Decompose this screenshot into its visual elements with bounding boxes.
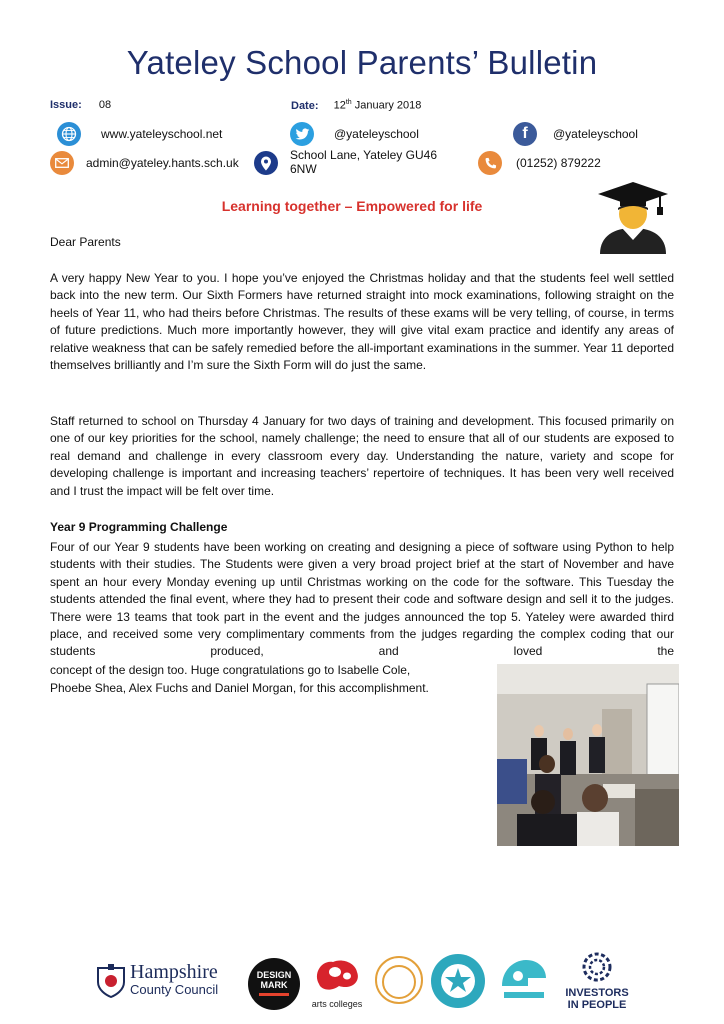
issue-label: Issue:: [50, 99, 82, 111]
school-tagline: Learning together – Empowered for life: [221, 198, 483, 214]
date-info: [291, 99, 421, 112]
page-title: Yateley School Parents’ Bulletin: [126, 44, 598, 81]
globe-icon: [57, 122, 81, 146]
arts-council-artsmark-logo: [375, 956, 423, 1004]
website-contact[interactable]: [57, 122, 222, 146]
facebook-handle[interactable]: @yateleyschool: [553, 127, 638, 141]
hampshire-county-council-logo: [96, 960, 236, 1004]
letter-salutation: Dear Parents: [50, 235, 121, 249]
investors-in-people-logo: INVESTORS IN PEOPLE: [560, 952, 634, 1012]
phone-contact[interactable]: [478, 151, 601, 175]
issue-value: 08: [98, 99, 112, 111]
letter-paragraph-continued: concept of the design too. Huge congratulations go to Isabelle Cole,: [50, 663, 411, 677]
letter-paragraph: A very happy New Year to you. I hope you’ve enjoyed the Christmas holiday and that the students feel well settled back into the new term. Our Sixth Formers have returned straight into mock examinations, following straight on the heels of Year 11, who had theirs before Christmas. The results of these exams will be very telling, of course, in terms of future predictions. Much more importantly however, they will give vital exam practice and identify any areas of relative weakness that can be safely remedied before the all-important examinations in the summer. Year 11 deported themselves brilliantly and I’m sure the Sixth Form will do just the same.: [50, 271, 674, 373]
sportsmark-logo: [431, 954, 485, 1008]
address-contact: [254, 148, 465, 176]
website-link[interactable]: www.yateleyschool.net: [101, 127, 223, 141]
twitter-contact[interactable]: [290, 122, 419, 146]
investors-in-careers-logo: [498, 956, 550, 1008]
letter-paragraph: Four of our Year 9 students have been working on creating and designing a piece of software using Python to help students with their studies. The Students were given a very broad project brief at the start of November and have spent an hour every Monday evening up until Christmas working on the code for the software. This Tuesday the students attended the final event, where they had to present their code and software design and sell it to the judges. There were 13 teams that took part in the event and the judges announced the top 5. Yateley were awarded third place, and received some very complimentary comments from the judges regarding the complex coding that our students produced, and loved the: [50, 540, 674, 659]
phone-icon: [478, 151, 502, 175]
school-address: School Lane, Yateley GU46 6NW: [290, 148, 437, 176]
hampshire-logo-line2: County Council: [130, 982, 219, 997]
date-value: 12th January 2018: [333, 99, 422, 112]
design-mark-logo: DESIGN MARK: [248, 958, 300, 1010]
issue-info: [50, 99, 111, 111]
phone-number[interactable]: (01252) 879222: [516, 156, 601, 170]
email-address[interactable]: admin@yateley.hants.sch.uk: [86, 156, 239, 170]
facebook-icon: f: [513, 122, 537, 146]
date-label: Date:: [291, 99, 319, 112]
hampshire-logo-line1: Hampshire: [130, 961, 218, 983]
accreditation-logos: [0, 952, 724, 1012]
graduate-icon: [594, 180, 672, 254]
arts-colleges-logo: arts colleges: [311, 956, 363, 1008]
twitter-bird-icon: [290, 122, 314, 146]
envelope-icon: [50, 151, 74, 175]
students-presenting-photo: [497, 664, 679, 846]
location-pin-icon: [254, 151, 278, 175]
letter-paragraph-continued: Phoebe Shea, Alex Fuchs and Daniel Morgan, for this accomplishment.: [50, 681, 429, 695]
email-contact[interactable]: [50, 151, 239, 175]
section-heading: Year 9 Programming Challenge: [50, 520, 228, 534]
letter-paragraph: Staff returned to school on Thursday 4 January for two days of training and development. This focused primarily on one of our key priorities for the school, namely challenge; the need to ensure that all of our students are exposed to real demand and challenge in every classroom every day. Understanding the nature, variety and scope for developing challenge is important and increasing teachers’ repertoire of techniques. It has been very well received and I trust the impact will be felt over time.: [50, 414, 674, 498]
facebook-contact[interactable]: [513, 122, 638, 146]
twitter-handle[interactable]: @yateleyschool: [334, 127, 419, 141]
